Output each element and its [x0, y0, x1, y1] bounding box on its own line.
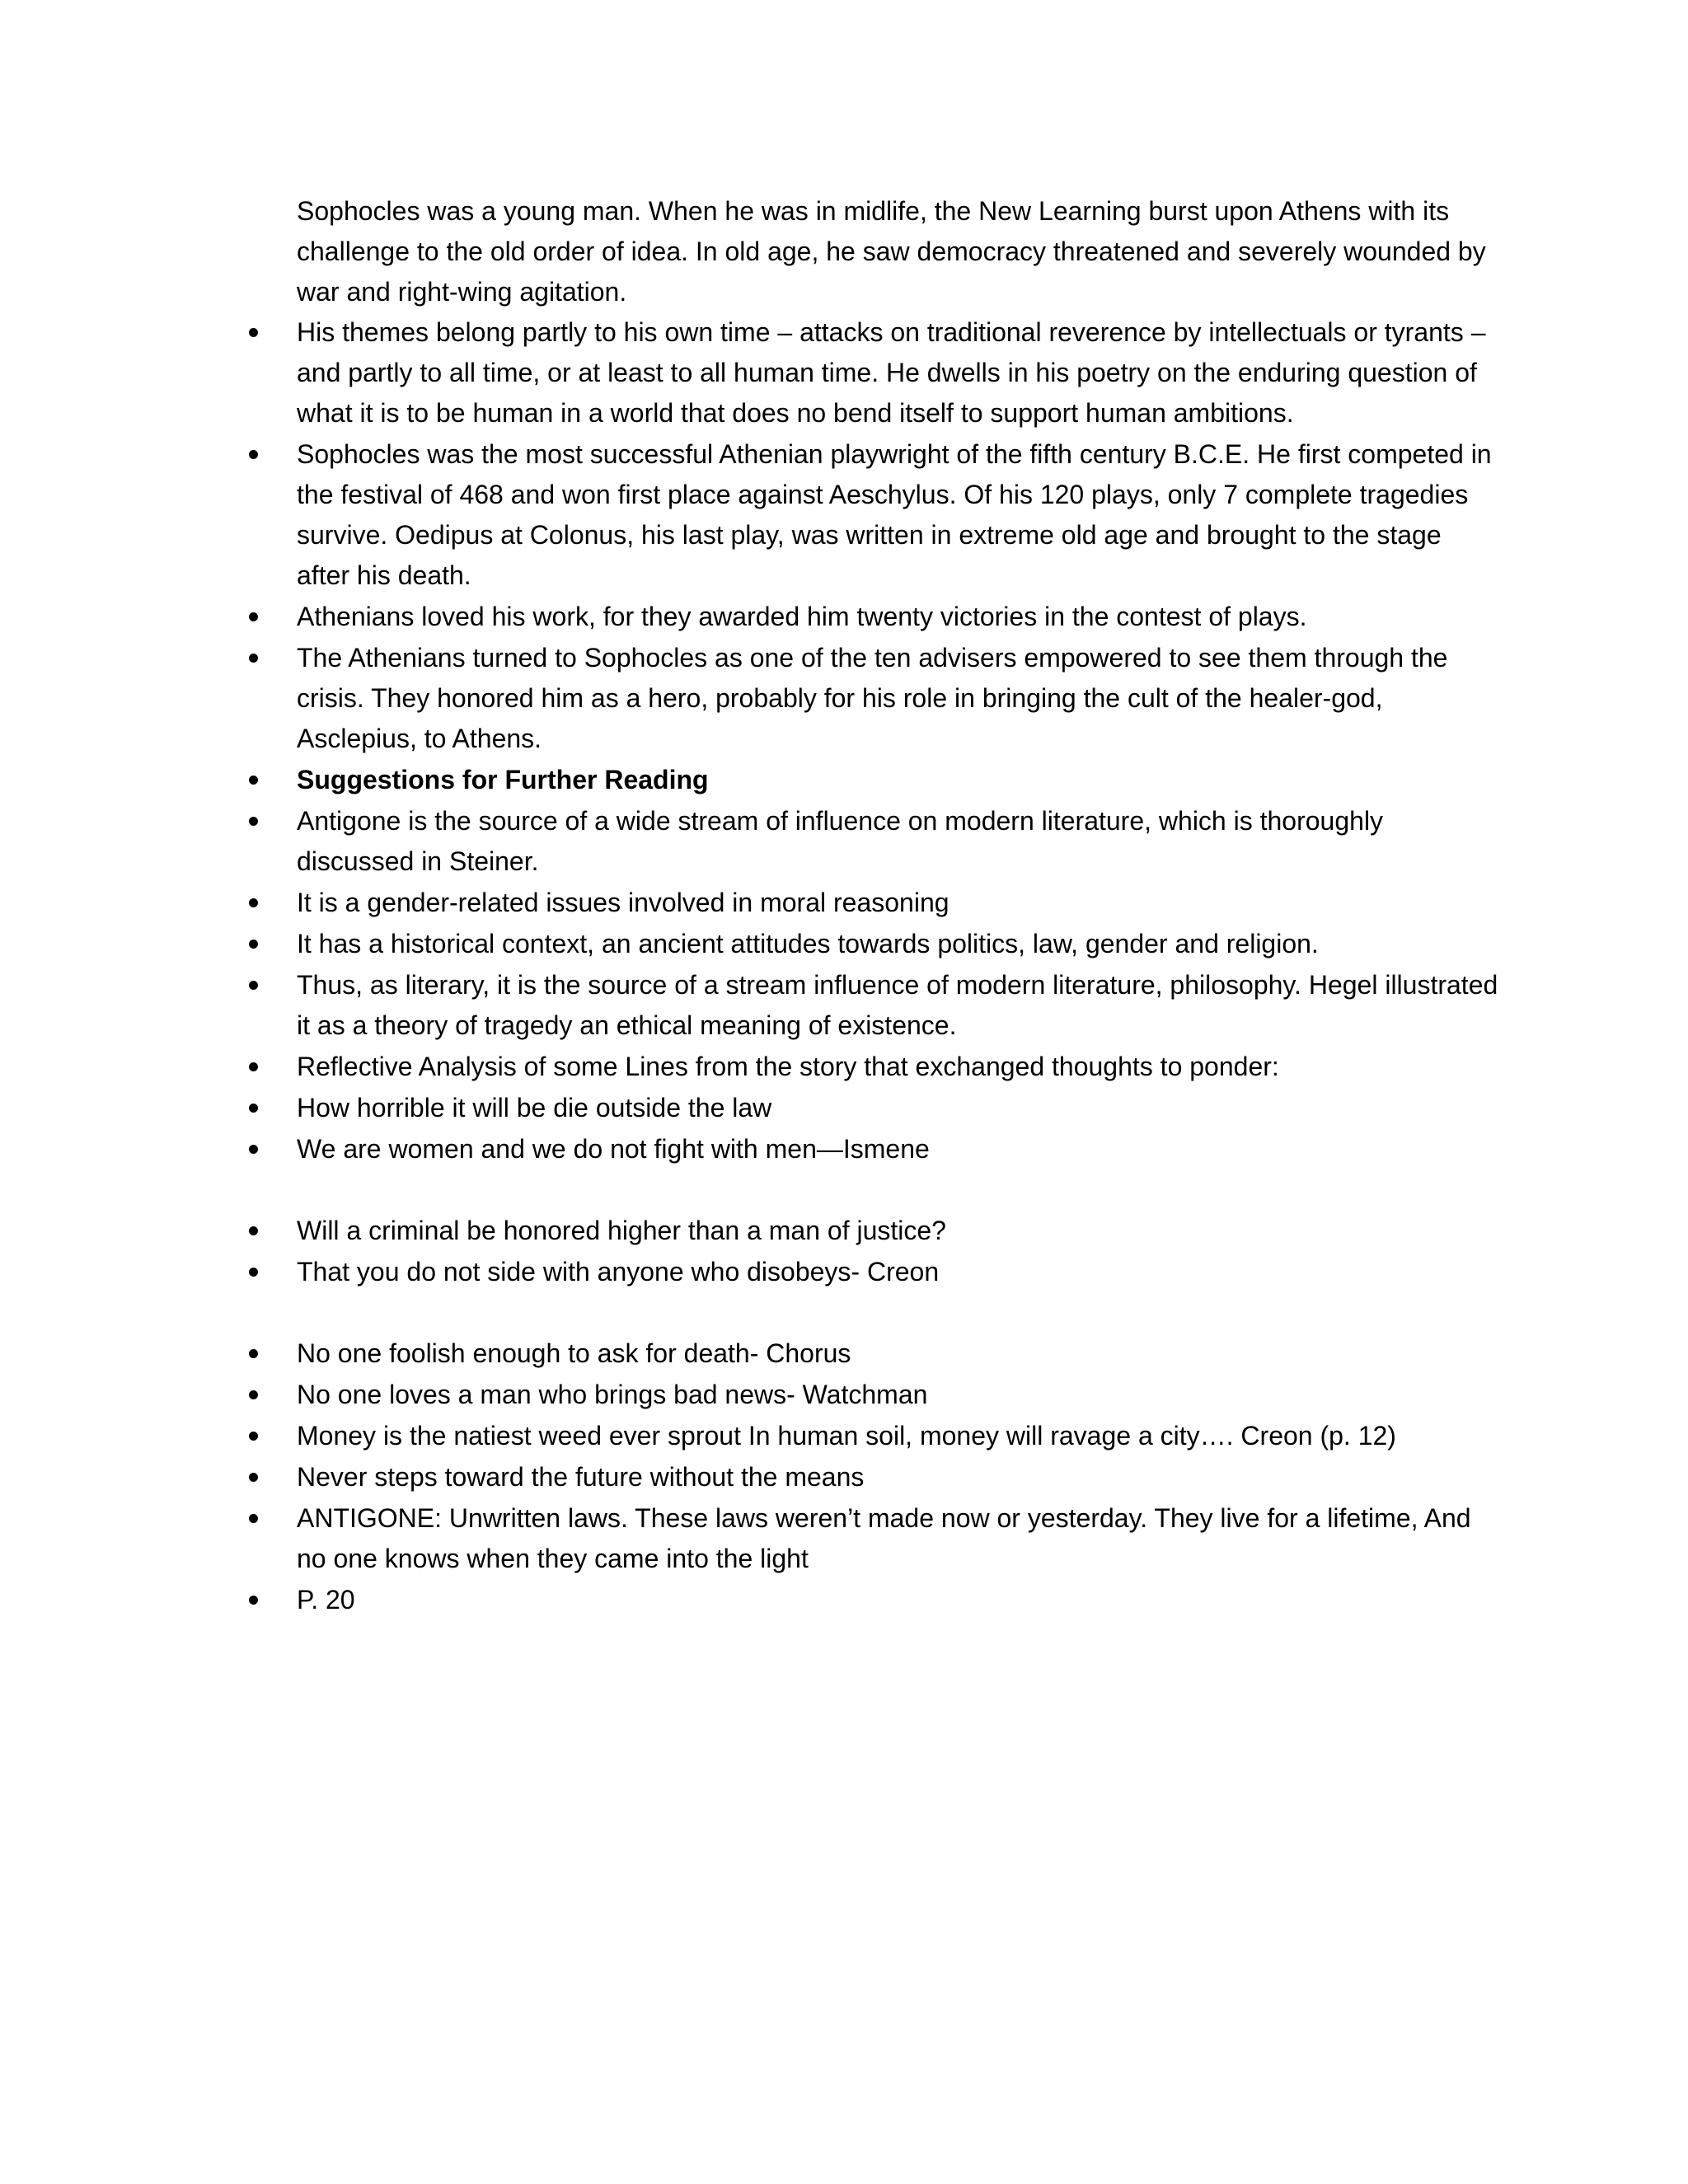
list-item — [247, 1088, 1500, 1128]
list-item-text: Never steps toward the future without the means — [297, 1462, 865, 1492]
bullet-icon — [249, 981, 258, 990]
list-item-text: His themes belong partly to his own time – attacks on traditional reverence by intellectuals or tyrants – and partly to all time, or at least to all human time. He dwells in his poetry on the enduring question of what it is to be human in a world that does no bend itself to support human ambitions. — [297, 317, 1486, 428]
section-heading-item — [247, 760, 1500, 800]
list-item — [247, 1498, 1500, 1579]
list-item — [247, 597, 1500, 637]
list-item-text: Antigone is the source of a wide stream of influence on modern literature, which is thoroughly discussed in Steiner. — [297, 806, 1384, 876]
list-item — [247, 1375, 1500, 1415]
list-item-text: The Athenians turned to Sophocles as one of the ten advisers empowered to see them through the crisis. They honored him as a hero, probably for his role in bringing the cult of the healer-god, Asclepius, to Athens. — [297, 643, 1448, 753]
bullet-icon — [249, 817, 258, 826]
bullet-icon — [249, 1062, 258, 1071]
bullet-icon — [249, 1349, 258, 1358]
bullet-icon — [249, 1390, 258, 1399]
list-item — [247, 1457, 1500, 1497]
list-item-text: Thus, as literary, it is the source of a stream influence of modern literature, philosophy. Hegel illustrated it as a theory of tragedy an ethical meaning of existence. — [297, 970, 1498, 1040]
lead-paragraph: Sophocles was a young man. When he was in midlife, the New Learning burst upon Athens with its challenge to the old order of idea. In old age, he saw democracy threatened and severely wounded by war and right-wing agitation. — [297, 196, 1486, 307]
list-item — [247, 312, 1500, 434]
list-item — [247, 924, 1500, 964]
list-item-text: That you do not side with anyone who disobeys- Creon — [297, 1257, 940, 1286]
list-item-text: We are women and we do not fight with men—Ismene — [297, 1134, 930, 1164]
bullet-icon — [249, 940, 258, 949]
bullet-icon — [249, 1432, 258, 1441]
bullet-icon — [249, 328, 258, 337]
list-item — [247, 1333, 1500, 1374]
bullet-icon — [249, 1268, 258, 1277]
list-item — [247, 638, 1500, 759]
document-body — [247, 191, 1500, 1621]
bullet-icon — [249, 612, 258, 621]
list-item-text: It is a gender-related issues involved in moral reasoning — [297, 888, 950, 917]
list-item — [247, 1129, 1500, 1169]
bullet-icon — [249, 1145, 258, 1154]
section-heading: Suggestions for Further Reading — [297, 765, 709, 794]
bullet-icon — [249, 654, 258, 663]
list-item — [247, 1047, 1500, 1087]
list-item-text: Reflective Analysis of some Lines from the story that exchanged thoughts to ponder: — [297, 1052, 1279, 1081]
list-item — [247, 1580, 1500, 1620]
list-item-text: No one foolish enough to ask for death- Chorus — [297, 1338, 851, 1368]
list-item-text: Sophocles was the most successful Athenian playwright of the fifth century B.C.E. He first competed in the festival of 468 and won first place against Aeschylus. Of his 120 plays, only 7 complete tragedies survive. Oedipus at Colonus, his last play, was written in extreme old age and brought to the stage after his death. — [297, 439, 1492, 590]
bullet-icon — [249, 776, 258, 785]
list-item-text: P. 20 — [297, 1585, 355, 1615]
list-item-text: How horrible it will be die outside the law — [297, 1093, 772, 1122]
list-item — [247, 801, 1500, 882]
list-item-text: Money is the natiest weed ever sprout In human soil, money will ravage a city…. Creon (p. 12) — [297, 1421, 1396, 1451]
list-item — [247, 965, 1500, 1046]
bullet-icon — [249, 1596, 258, 1605]
list-item — [247, 434, 1500, 596]
list-item-text: Athenians loved his work, for they awarded him twenty victories in the contest of plays. — [297, 602, 1307, 631]
bullet-icon — [249, 1514, 258, 1523]
list-item — [247, 883, 1500, 923]
bullet-icon — [249, 1104, 258, 1113]
bullet-icon — [249, 450, 258, 459]
bullet-list — [247, 312, 1500, 1620]
list-item-text: It has a historical context, an ancient attitudes towards politics, law, gender and religion. — [297, 929, 1319, 958]
bullet-icon — [249, 1226, 258, 1235]
list-item-text: Will a criminal be honored higher than a man of justice? — [297, 1216, 946, 1245]
list-item — [247, 1211, 1500, 1251]
list-item — [247, 1252, 1500, 1292]
list-item-text: ANTIGONE: Unwritten laws. These laws weren’t made now or yesterday. They live for a lifetime, And no one knows when they came into the light — [297, 1503, 1471, 1573]
bullet-icon — [249, 1473, 258, 1482]
list-item — [247, 1416, 1500, 1456]
bullet-icon — [249, 898, 258, 907]
list-item-text: No one loves a man who brings bad news- Watchman — [297, 1380, 928, 1409]
